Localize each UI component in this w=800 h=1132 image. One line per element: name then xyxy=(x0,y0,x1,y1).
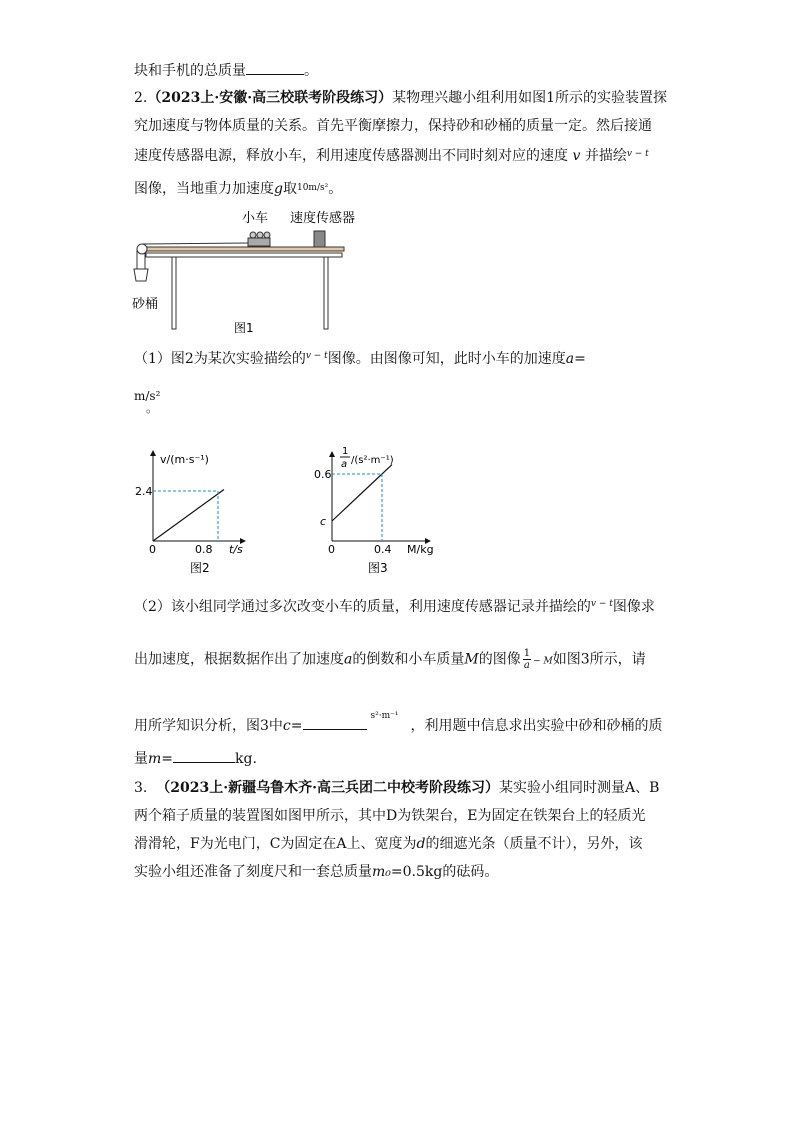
cart xyxy=(248,238,270,246)
axis-label-x: t/s xyxy=(229,543,243,556)
sand-bucket xyxy=(134,269,148,281)
question-number: 2. xyxy=(134,90,148,106)
axis-label-y-denominator: a xyxy=(341,459,348,470)
table-leg xyxy=(172,257,176,329)
origin-label: 0 xyxy=(328,543,335,556)
q1-tail-line: 块和手机的总质量 。 xyxy=(134,60,318,81)
part1-line: （1）图2为某次实验描绘的$^{v - t}$图像。由图像可知，此时小车的加速度a= xyxy=(134,351,586,367)
question-source: （2023上·安徽·高三校联考阶段练习） xyxy=(147,90,393,106)
fraction-one-over-a: $\frac{1}{a}$ xyxy=(523,648,531,671)
series-line xyxy=(332,465,392,521)
q3-line-3: 滑滑轮，F为光电门，C为固定在A上、宽度为d的细遮光条（质量不计），另外，该 xyxy=(134,836,643,852)
q2-line-4: 图像，当地重力加速度g取$^{10m/s^2}$。 xyxy=(134,181,343,197)
label-car: 小车 xyxy=(242,211,269,226)
tick-label-y: 2.4 xyxy=(135,485,153,498)
intercept-label-c: c xyxy=(320,515,327,528)
tick-label-x: 0.4 xyxy=(374,543,392,556)
label-bucket: 砂桶 xyxy=(132,297,159,312)
table-leg xyxy=(324,257,328,329)
figure-1-caption: 图1 xyxy=(234,321,254,335)
figure-3-chart xyxy=(310,440,450,580)
track-board xyxy=(142,247,344,251)
figure-2-chart xyxy=(135,448,258,578)
q3-line-4: 实验小组还准备了刻度尺和一套总质量m₀=0.5kg的砝码。 xyxy=(134,864,499,880)
part1-unit: m/s² xyxy=(134,389,161,403)
axis-label-y: v/(m·s⁻¹) xyxy=(160,453,209,466)
series-line xyxy=(153,489,224,541)
answer-blank-c[interactable] xyxy=(303,715,367,730)
figure-1-apparatus xyxy=(130,205,360,337)
part2-line-2: 出加速度，根据数据作出了加速度a的倒数和小车质量M的图像 $\frac{1}{a}$ − M如图3所示，请 xyxy=(134,648,646,671)
answer-blank-m[interactable] xyxy=(173,748,235,763)
label-sensor: 速度传感器 xyxy=(290,211,356,226)
q3-line-2: 两个箱子质量的装置图如图甲所示，其中D为铁架台，E为固定在铁架台上的轻质光 xyxy=(134,808,646,824)
unit-label: s²·m⁻¹ xyxy=(370,711,399,721)
q2-line-2: 究加速度与物体质量的关系。首先平衡摩擦力，保持砂和砂桶的质量一定。然后接通 xyxy=(134,118,652,134)
answer-blank[interactable] xyxy=(246,60,304,75)
tick-label-x: 0.8 xyxy=(195,543,213,556)
tick-label-y: 0.6 xyxy=(314,468,332,481)
q3-line-1: 3. （2023上·新疆乌鲁木齐·高三兵团二中校考阶段练习）某实验小组同时测量A、B xyxy=(134,780,660,796)
origin-label: 0 xyxy=(149,543,156,556)
question-source: （2023上·新疆乌鲁木齐·高三兵团二中校考阶段练习） xyxy=(156,780,499,796)
pulley xyxy=(137,244,147,254)
axis-label-x: M/kg xyxy=(407,543,434,556)
axis-label-y-numerator: 1 xyxy=(342,446,349,457)
figure-2-caption: 图2 xyxy=(190,561,210,575)
figure-3-caption: 图3 xyxy=(368,561,388,575)
q2-line-1: 2.（2023上·安徽·高三校联考阶段练习）某物理兴趣小组利用如图1所示的实验装置探 xyxy=(134,90,667,106)
q1-tail-text: 块和手机的总质量 xyxy=(134,63,246,79)
part2-line-1: （2）该小组同学通过多次改变小车的质量，利用速度传感器记录并描绘的$^{v - t}$图像求 xyxy=(134,599,655,615)
axis-label-y: /(s²·m⁻¹) xyxy=(351,455,394,466)
part2-line-3: 用所学知识分析，图3中c=$^{s^2\cdot m^{-1}}$，利用题中信息求出实验中砂和砂桶的质 xyxy=(134,711,663,734)
table-top xyxy=(146,253,342,257)
q2-line-3: 速度传感器电源，释放小车，利用速度传感器测出不同时刻对应的速度 v 并描绘$^{v - t}$ xyxy=(134,148,649,164)
speed-sensor xyxy=(314,231,325,247)
part2-line-4: 量m= kg. xyxy=(134,748,257,769)
question-number: 3. xyxy=(134,780,148,796)
